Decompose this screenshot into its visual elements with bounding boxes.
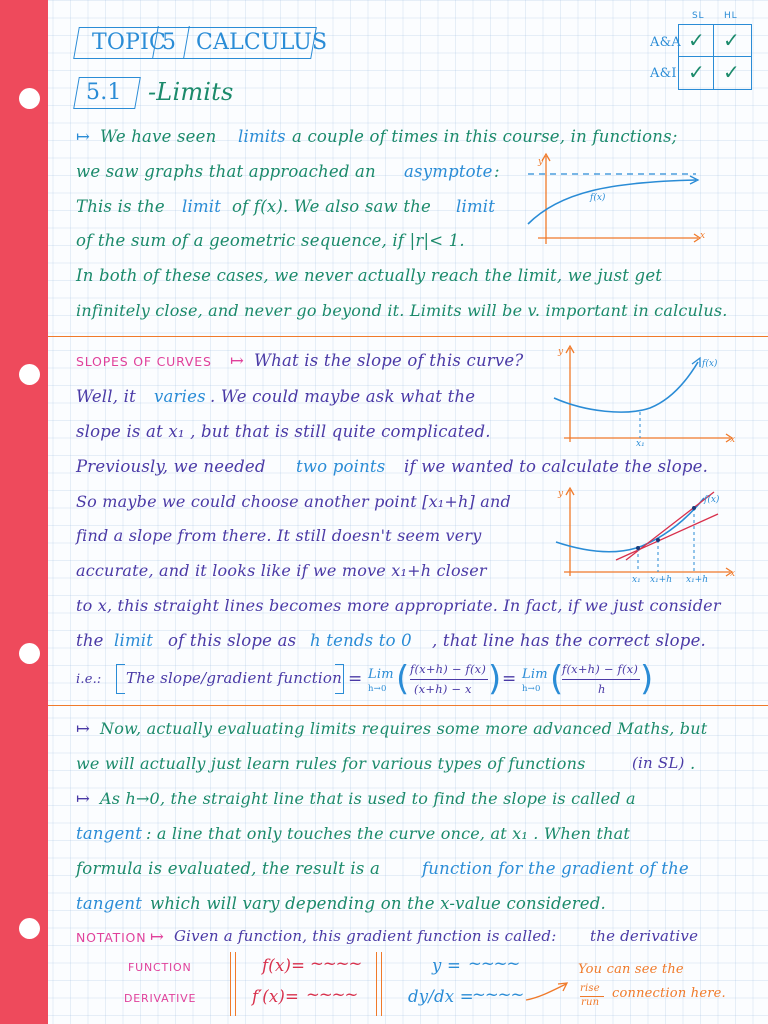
text-line: accurate, and it looks like if we move x₁+h closer xyxy=(76,561,487,580)
point xyxy=(636,546,640,550)
col-sl-header: SL xyxy=(692,11,705,21)
paren-open: ( xyxy=(396,659,410,699)
point xyxy=(656,538,660,542)
paren-close: ) xyxy=(488,659,502,699)
fraction-denominator: (x+h) − x xyxy=(414,682,472,696)
text-line: which will vary depending on the x-value considered. xyxy=(150,894,606,913)
section-name: -Limits xyxy=(148,78,234,106)
text-line: , that line has the correct slope. xyxy=(432,631,706,650)
check-icon: ✓ xyxy=(688,60,705,84)
table-divider xyxy=(230,952,231,1016)
note-text: You can see the xyxy=(578,962,684,977)
arrow-icon: ↦ xyxy=(76,127,91,146)
fx-notation: f(x)= xyxy=(262,956,306,975)
col-hl-header: HL xyxy=(724,11,738,21)
paren-open: ( xyxy=(550,659,564,699)
highlight-term: varies xyxy=(154,387,206,406)
tangent-line xyxy=(616,514,718,560)
lim-subscript: h→0 xyxy=(522,684,541,694)
text-line: So maybe we could choose another point [x₁+h] and xyxy=(76,492,511,511)
lim-symbol: Lim xyxy=(522,667,548,682)
highlight-term: two points xyxy=(296,457,386,476)
text-line: of f(x). We also saw the xyxy=(232,197,431,216)
topic-label: TOPIC xyxy=(92,30,167,55)
highlight-term: h tends to 0 xyxy=(310,631,412,650)
asymptote-graph xyxy=(520,152,710,244)
section-heading: SLOPES OF CURVES xyxy=(76,354,212,369)
highlight-term: (in SL) xyxy=(632,754,685,772)
y-notation: y = xyxy=(432,956,461,975)
topic-number: 5 xyxy=(162,30,177,55)
curve-label: f(x) xyxy=(704,495,720,505)
text-line: of this slope as xyxy=(168,631,297,650)
arrow-icon: ↦ xyxy=(76,789,91,808)
paren-close: ) xyxy=(640,659,654,699)
text-line: Given a function, this gradient function is called: xyxy=(174,927,557,945)
fraction-denominator: h xyxy=(598,682,606,696)
note-run: run xyxy=(581,997,600,1008)
margin-strip xyxy=(0,0,48,1024)
punch-hole xyxy=(19,643,40,664)
note-rise: rise xyxy=(580,983,600,994)
squiggle: ~~~~ xyxy=(472,985,524,1004)
check-icon: ✓ xyxy=(688,28,705,52)
text-line: As h→0, the straight line that is used to find the slope is called a xyxy=(100,789,636,808)
row-aa-label: A&A xyxy=(650,35,681,50)
arrow-icon: ↦ xyxy=(76,719,91,738)
fraction-bar xyxy=(562,679,640,680)
highlight-term: limit xyxy=(114,631,154,650)
ie-label: i.e.: xyxy=(76,672,102,687)
fprime-notation: f′(x)= xyxy=(252,987,300,1006)
dydx-notation: dy/dx = xyxy=(408,987,474,1006)
squiggle: ~~~~ xyxy=(310,954,362,973)
y-axis-label: y xyxy=(558,489,564,499)
highlight-term: the derivative xyxy=(590,927,699,945)
text-line: we will actually just learn rules for various types of functions xyxy=(76,754,586,773)
text-line: This is the xyxy=(76,197,165,216)
highlight-term: tangent xyxy=(76,824,143,843)
table-divider xyxy=(376,952,377,1016)
punch-hole xyxy=(19,364,40,385)
text-line: a couple of times in this course, in functions; xyxy=(292,127,678,146)
formula-text: The slope/gradient function xyxy=(126,669,343,687)
tick-label: x₁+h xyxy=(686,575,709,585)
equals-sign: = xyxy=(502,669,517,689)
squiggle: ~~~~ xyxy=(306,985,358,1004)
table-divider xyxy=(381,952,382,1016)
section-divider xyxy=(48,336,768,337)
x-axis-label: x xyxy=(730,435,736,445)
curve xyxy=(554,362,698,412)
derivative-label: DERIVATIVE xyxy=(124,992,197,1005)
text-line: infinitely close, and never go beyond it. Limits will be v. important in calculus. xyxy=(76,301,728,320)
text-line: of the sum of a geometric sequence, if |r|< 1. xyxy=(76,231,465,250)
y-axis-label: y xyxy=(538,157,544,167)
text-line: find a slope from there. It still doesn't seem very xyxy=(76,526,482,545)
lim-symbol: Lim xyxy=(368,667,394,682)
x1-label: x₁ xyxy=(636,439,645,449)
tick-label: x₁ xyxy=(632,575,641,585)
text-line: : a line that only touches the curve once, at x₁ . When that xyxy=(146,824,630,843)
highlight-term: asymptote xyxy=(404,162,493,181)
highlight-term: limit xyxy=(456,197,496,216)
squiggle: ~~~~ xyxy=(468,954,520,973)
highlight-term: limits xyxy=(238,127,286,146)
text-line: . xyxy=(690,754,696,773)
highlight-term: tangent xyxy=(76,894,143,913)
text-line: if we wanted to calculate the slope. xyxy=(404,457,709,476)
point xyxy=(692,506,696,510)
text-line: : xyxy=(494,162,500,181)
fraction-numerator: f(x+h) − f(x) xyxy=(562,662,639,676)
text-line: to x, this straight lines becomes more appropriate. In fact, if we just consider xyxy=(76,596,721,615)
fraction-bar xyxy=(410,679,488,680)
arrow-icon: ↦ xyxy=(150,927,165,946)
punch-hole xyxy=(19,88,40,109)
text-line: the xyxy=(76,631,104,650)
curve xyxy=(556,498,704,552)
secant-graph xyxy=(546,484,742,590)
text-line: Now, actually evaluating limits requires some more advanced Maths, but xyxy=(100,719,708,738)
text-line: In both of these cases, we never actually reach the limit, we just get xyxy=(76,266,663,285)
section-number: 5.1 xyxy=(86,80,122,105)
section-divider xyxy=(48,705,768,706)
table-divider xyxy=(235,952,236,1016)
text-line: Well, it xyxy=(76,387,136,406)
highlight-term: function for the gradient of the xyxy=(422,859,689,878)
function-label: FUNCTION xyxy=(128,961,192,974)
text-line: slope is at x₁ , but that is still quite complicated. xyxy=(76,422,491,441)
text-line: What is the slope of this curve? xyxy=(254,351,524,370)
curve-label: f(x) xyxy=(590,193,606,203)
x-axis-label: x xyxy=(700,231,706,241)
varying-slope-graph xyxy=(546,342,742,448)
equals-sign: = xyxy=(348,669,363,689)
pointer-arrow-icon xyxy=(522,980,572,1004)
text-line: we saw graphs that approached an xyxy=(76,162,376,181)
row-ai-label: A&I xyxy=(650,66,677,81)
curve xyxy=(528,180,696,224)
section-heading: NOTATION xyxy=(76,930,147,945)
punch-hole xyxy=(19,918,40,939)
text-line: We have seen xyxy=(100,127,217,146)
text-line: formula is evaluated, the result is a xyxy=(76,859,381,878)
lim-subscript: h→0 xyxy=(368,684,387,694)
text-line: . We could maybe ask what the xyxy=(210,387,476,406)
check-icon: ✓ xyxy=(723,28,740,52)
text-line: Previously, we needed xyxy=(76,457,266,476)
note-text: connection here. xyxy=(612,986,726,1001)
topic-name: CALCULUS xyxy=(196,30,328,55)
y-axis-label: y xyxy=(558,347,564,357)
arrow-icon: ↦ xyxy=(230,351,245,370)
tick-label: x₁+h xyxy=(650,575,673,585)
x-axis-label: x xyxy=(730,569,736,579)
highlight-term: limit xyxy=(182,197,222,216)
check-icon: ✓ xyxy=(723,60,740,84)
curve-label: f(x) xyxy=(702,359,718,369)
fraction-numerator: f(x+h) − f(x) xyxy=(410,662,487,676)
